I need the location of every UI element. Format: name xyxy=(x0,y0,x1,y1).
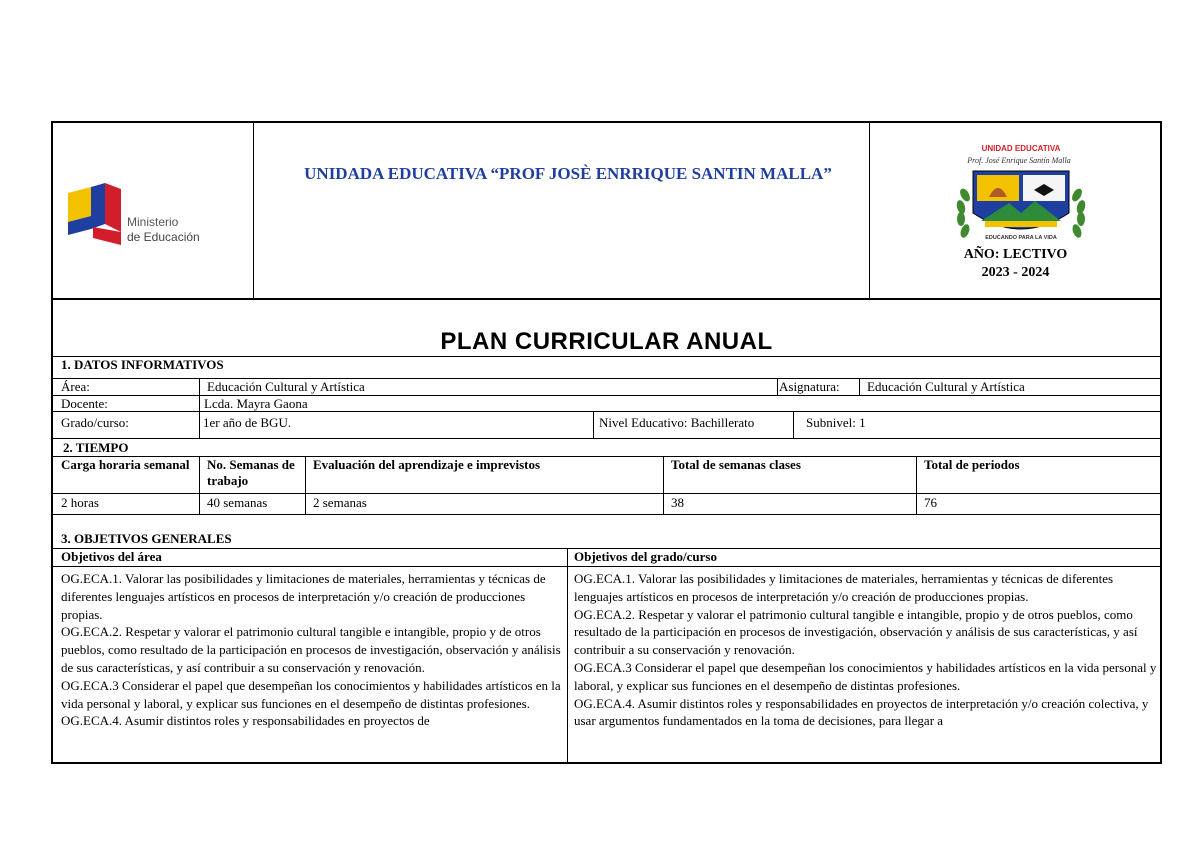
header-total-semanas: Total de semanas clases xyxy=(671,457,801,472)
evaluacion-value: 2 semanas xyxy=(313,495,367,510)
col-objetivos-grado: Objetivos del grado/curso xyxy=(574,549,717,564)
rule xyxy=(199,378,200,438)
objetivo-area-4: OG.ECA.4. Asumir distintos roles y responsabilidades en proyectos de xyxy=(61,713,430,729)
rule xyxy=(777,378,778,395)
rule xyxy=(305,456,306,514)
datos-heading: 1. DATOS INFORMATIVOS xyxy=(61,357,224,372)
ministry-logo-line1: Ministerio xyxy=(127,215,179,229)
rule xyxy=(53,493,1160,494)
asignatura-label: Asignatura: xyxy=(779,379,840,394)
rule xyxy=(859,378,860,395)
objetivo-area-2: OG.ECA.2. Respetar y valorar el patrimonio cultural tangible e intangible, propio y de otros pueblos, como resultado de la participación en procesos de investigación, observación y análisis de sus características, y así contribuir a su conservación y renovación. xyxy=(61,624,561,675)
rule xyxy=(53,514,1160,515)
plan-title: PLAN CURRICULAR ANUAL xyxy=(440,328,773,355)
semanas-trabajo-value: 40 semanas xyxy=(207,495,268,510)
school-seal xyxy=(869,135,1162,255)
rule xyxy=(53,566,1160,567)
ministry-logo-cell xyxy=(53,123,254,298)
docente-label: Docente: xyxy=(61,396,108,411)
carga-horaria-value: 2 horas xyxy=(61,495,99,510)
objetivos-heading: 3. OBJETIVOS GENERALES xyxy=(61,531,232,546)
rule xyxy=(593,411,594,438)
year-value: 2023 - 2024 xyxy=(981,265,1050,280)
objetivo-grado-4: OG.ECA.4. Asumir distintos roles y responsabilidades en proyectos de interpretación y/o creación colectiva, y usar argumentos fundamentados en la toma de decisiones, para llegar a xyxy=(574,695,1149,729)
rule xyxy=(916,456,917,514)
rule xyxy=(53,438,1160,439)
shield-icon xyxy=(973,171,1069,229)
total-periodos-value: 76 xyxy=(924,495,937,510)
document-header xyxy=(53,123,1160,300)
objetivo-grado-2: OG.ECA.2. Respetar y valorar el patrimonio cultural tangible e intangible, propio y de otros pueblos, como resultado de la participación en procesos de investigación, observación y análisis de sus características, y así contribuir a su conservación y renovación. xyxy=(574,606,1138,658)
seal-top-text: UNIDAD EDUCATIVA xyxy=(981,144,1061,153)
area-label: Área: xyxy=(61,379,90,394)
institution-name: UNIDADA EDUCATIVA “PROF JOSÈ ENRRIQUE SANTIN MALLA” xyxy=(304,164,832,183)
header-evaluacion: Evaluación del aprendizaje e imprevistos xyxy=(313,457,541,472)
header-semanas-trabajo: No. Semanas de trabajo xyxy=(207,457,295,488)
objetivo-grado-3: OG.ECA.3 Considerar el papel que desempeñan los conocimientos y habilidades artísticos en la vida personal y laboral, y explicar sus funciones en el desempeño de distintas profesiones. xyxy=(574,659,1157,693)
rule xyxy=(793,411,794,438)
area-value: Educación Cultural y Artística xyxy=(207,379,365,394)
rule xyxy=(567,548,568,764)
objetivos-grado-text xyxy=(574,570,1158,730)
objetivos-area-text xyxy=(61,570,561,730)
seal-cell xyxy=(869,123,1162,298)
rule xyxy=(663,456,664,514)
asignatura-value: Educación Cultural y Artística xyxy=(867,379,1025,394)
docente-value: Lcda. Mayra Gaona xyxy=(204,396,308,411)
objetivo-area-3: OG.ECA.3 Considerar el papel que desempeñan los conocimientos y habilidades artísticos en la vida personal y laboral, y explicar sus funciones en el desempeño de distintas profesiones. xyxy=(61,677,561,711)
year-label: AÑO: LECTIVO xyxy=(963,247,1068,262)
objetivo-area-1: OG.ECA.1. Valorar las posibilidades y limitaciones de materiales, herramientas y técnicas de diferentes lenguajes artísticos en procesos de interpretación y/o creación de producciones propias. xyxy=(61,571,546,622)
seal-name-text: Prof. José Enrique Santín Malla xyxy=(967,156,1071,165)
institution-cell xyxy=(253,123,870,298)
laurel-right-icon xyxy=(1070,187,1087,239)
objetivo-grado-1: OG.ECA.1. Valorar las posibilidades y limitaciones de materiales, herramientas y técnicas de diferentes lenguajes artísticos en procesos de interpretación y/o creación de producciones propias. xyxy=(574,571,1114,604)
rule xyxy=(199,456,200,514)
laurel-left-icon xyxy=(955,187,972,239)
seal-bottom-text: EDUCANDO PARA LA VIDA xyxy=(985,235,1057,241)
ministry-logo xyxy=(53,123,253,298)
grado-value: 1er año de BGU. xyxy=(203,415,292,430)
nivel-educativo: Nivel Educativo: Bachillerato xyxy=(599,415,755,430)
tiempo-heading: 2. TIEMPO xyxy=(63,440,129,455)
header-carga-horaria: Carga horaria semanal xyxy=(61,457,190,472)
total-semanas-value: 38 xyxy=(671,495,684,510)
document-frame xyxy=(51,121,1162,764)
header-total-periodos: Total de periodos xyxy=(924,457,1020,472)
grado-label: Grado/curso: xyxy=(61,415,129,430)
ministry-logo-line2: de Educación xyxy=(127,230,200,244)
subnivel: Subnivel: 1 xyxy=(806,415,866,430)
ecuador-flag-icon xyxy=(68,183,121,245)
col-objetivos-area: Objetivos del área xyxy=(61,549,162,564)
